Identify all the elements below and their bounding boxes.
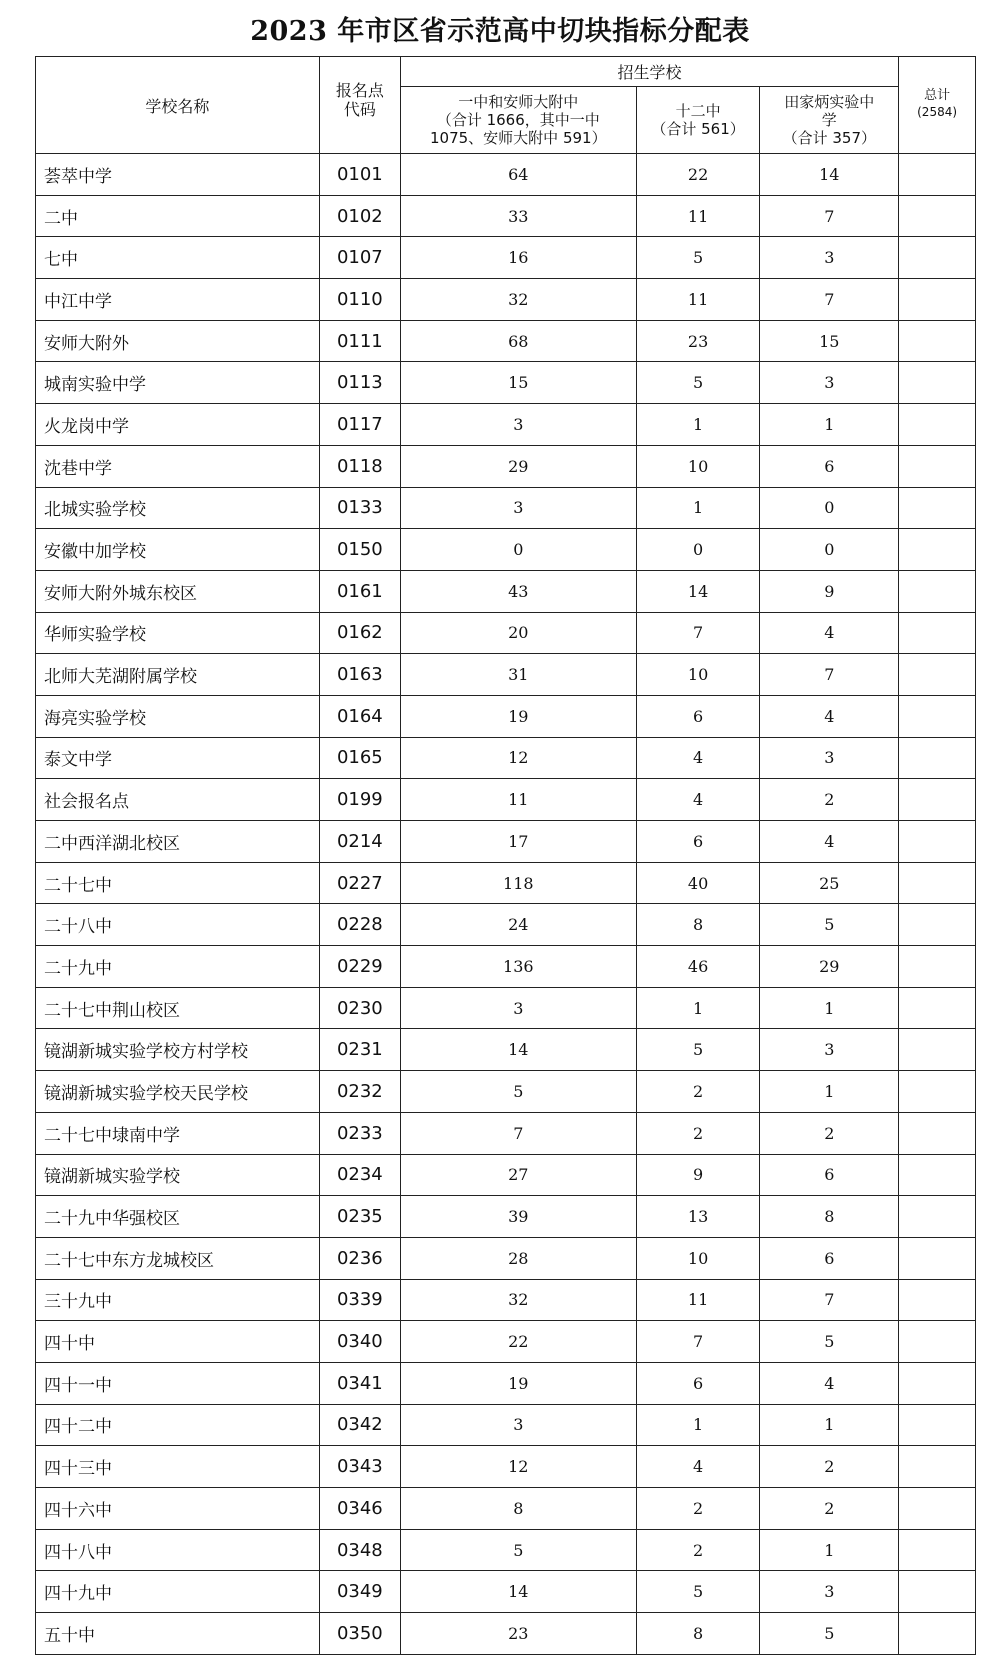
school-name-cell: 泰文中学	[36, 737, 320, 779]
tianjiabing-quota-cell: 3	[760, 1571, 899, 1613]
school-name-cell: 二十七中东方龙城校区	[36, 1237, 320, 1279]
yizhong-quota-cell: 3	[400, 404, 636, 446]
shierzhong-quota-cell: 14	[636, 570, 760, 612]
shierzhong-quota-cell: 40	[636, 862, 760, 904]
tianjiabing-quota-cell: 9	[760, 570, 899, 612]
header-total-label: 总计	[924, 88, 951, 103]
shierzhong-quota-cell: 13	[636, 1196, 760, 1238]
table-row	[36, 1529, 976, 1571]
table-row	[36, 154, 976, 196]
school-name-cell: 镜湖新城实验学校方村学校	[36, 1029, 320, 1071]
total-cell	[899, 1613, 976, 1655]
header-school-name: 学校名称	[36, 57, 320, 154]
school-name-cell: 三十九中	[36, 1279, 320, 1321]
shierzhong-quota-cell: 6	[636, 821, 760, 863]
tianjiabing-quota-cell: 4	[760, 612, 899, 654]
tianjiabing-quota-cell: 1	[760, 404, 899, 446]
code-cell: 0117	[319, 404, 400, 446]
school-name-cell: 安徽中加学校	[36, 529, 320, 571]
tianjiabing-quota-cell: 1	[760, 1071, 899, 1113]
code-cell: 0339	[319, 1279, 400, 1321]
tianjiabing-quota-cell: 2	[760, 1446, 899, 1488]
table-row	[36, 1237, 976, 1279]
shierzhong-quota-cell: 8	[636, 904, 760, 946]
shierzhong-quota-cell: 2	[636, 1071, 760, 1113]
shierzhong-quota-cell: 1	[636, 1404, 760, 1446]
table-row	[36, 695, 976, 737]
tianjiabing-quota-cell: 3	[760, 362, 899, 404]
total-cell	[899, 529, 976, 571]
table-row	[36, 1321, 976, 1363]
school-name-cell: 二十九中华强校区	[36, 1196, 320, 1238]
code-cell: 0346	[319, 1488, 400, 1530]
school-name-cell: 沈巷中学	[36, 445, 320, 487]
yizhong-quota-cell: 32	[400, 279, 636, 321]
table-row	[36, 1279, 976, 1321]
total-cell	[899, 1488, 976, 1530]
code-cell: 0232	[319, 1071, 400, 1113]
yizhong-quota-cell: 39	[400, 1196, 636, 1238]
code-cell: 0164	[319, 695, 400, 737]
school-name-cell: 四十三中	[36, 1446, 320, 1488]
tianjiabing-quota-cell: 1	[760, 1529, 899, 1571]
code-cell: 0110	[319, 279, 400, 321]
yizhong-quota-cell: 19	[400, 695, 636, 737]
total-cell	[899, 487, 976, 529]
yizhong-quota-cell: 16	[400, 237, 636, 279]
yizhong-quota-cell: 7	[400, 1112, 636, 1154]
shierzhong-quota-cell: 10	[636, 1237, 760, 1279]
yizhong-quota-cell: 24	[400, 904, 636, 946]
school-name-cell: 城南实验中学	[36, 362, 320, 404]
code-cell: 0349	[319, 1571, 400, 1613]
shierzhong-quota-cell: 2	[636, 1112, 760, 1154]
table-row	[36, 612, 976, 654]
tianjiabing-quota-cell: 4	[760, 1362, 899, 1404]
shierzhong-quota-cell: 8	[636, 1613, 760, 1655]
school-name-cell: 北城实验学校	[36, 487, 320, 529]
table-row	[36, 237, 976, 279]
yizhong-quota-cell: 20	[400, 612, 636, 654]
total-cell	[899, 154, 976, 196]
table-body	[36, 154, 976, 1655]
shierzhong-quota-cell: 7	[636, 612, 760, 654]
yizhong-quota-cell: 64	[400, 154, 636, 196]
yizhong-quota-cell: 11	[400, 779, 636, 821]
yizhong-quota-cell: 3	[400, 487, 636, 529]
code-cell: 0236	[319, 1237, 400, 1279]
code-cell: 0343	[319, 1446, 400, 1488]
tianjiabing-quota-cell: 5	[760, 1613, 899, 1655]
header-col-tianjiabing: 田家炳实验中 学 （合计 357）	[760, 87, 899, 154]
shierzhong-quota-cell: 23	[636, 320, 760, 362]
shierzhong-quota-cell: 22	[636, 154, 760, 196]
shierzhong-quota-cell: 0	[636, 529, 760, 571]
tianjiabing-quota-cell: 29	[760, 946, 899, 988]
school-name-cell: 四十九中	[36, 1571, 320, 1613]
tianjiabing-quota-cell: 14	[760, 154, 899, 196]
tianjiabing-quota-cell: 0	[760, 529, 899, 571]
table-row	[36, 779, 976, 821]
tianjiabing-quota-cell: 6	[760, 1237, 899, 1279]
table-row	[36, 1196, 976, 1238]
yizhong-quota-cell: 31	[400, 654, 636, 696]
yizhong-quota-cell: 136	[400, 946, 636, 988]
code-cell: 0165	[319, 737, 400, 779]
code-cell: 0350	[319, 1613, 400, 1655]
yizhong-quota-cell: 68	[400, 320, 636, 362]
code-cell: 0161	[319, 570, 400, 612]
total-cell	[899, 1112, 976, 1154]
total-cell	[899, 654, 976, 696]
total-cell	[899, 1404, 976, 1446]
tianjiabing-quota-cell: 7	[760, 279, 899, 321]
code-cell: 0199	[319, 779, 400, 821]
yizhong-quota-cell: 5	[400, 1071, 636, 1113]
shierzhong-quota-cell: 4	[636, 737, 760, 779]
tianjiabing-quota-cell: 25	[760, 862, 899, 904]
yizhong-quota-cell: 118	[400, 862, 636, 904]
total-cell	[899, 1362, 976, 1404]
total-cell	[899, 946, 976, 988]
tianjiabing-quota-cell: 7	[760, 1279, 899, 1321]
yizhong-quota-cell: 22	[400, 1321, 636, 1363]
header-code: 报名点 代码	[319, 57, 400, 154]
yizhong-quota-cell: 23	[400, 1613, 636, 1655]
table-row	[36, 654, 976, 696]
tianjiabing-quota-cell: 8	[760, 1196, 899, 1238]
school-name-cell: 四十一中	[36, 1362, 320, 1404]
table-row	[36, 1362, 976, 1404]
total-cell	[899, 737, 976, 779]
code-cell: 0229	[319, 946, 400, 988]
yizhong-quota-cell: 28	[400, 1237, 636, 1279]
header-enrolling-schools: 招生学校	[400, 57, 898, 87]
table-row	[36, 1571, 976, 1613]
code-cell: 0111	[319, 320, 400, 362]
total-cell	[899, 237, 976, 279]
school-name-cell: 二十九中	[36, 946, 320, 988]
yizhong-quota-cell: 12	[400, 1446, 636, 1488]
table-row	[36, 737, 976, 779]
code-cell: 0348	[319, 1529, 400, 1571]
total-cell	[899, 445, 976, 487]
shierzhong-quota-cell: 11	[636, 279, 760, 321]
code-cell: 0340	[319, 1321, 400, 1363]
table-row	[36, 904, 976, 946]
total-cell	[899, 1571, 976, 1613]
tianjiabing-quota-cell: 7	[760, 195, 899, 237]
code-cell: 0113	[319, 362, 400, 404]
code-cell: 0228	[319, 904, 400, 946]
shierzhong-quota-cell: 11	[636, 1279, 760, 1321]
shierzhong-quota-cell: 1	[636, 987, 760, 1029]
tianjiabing-quota-cell: 1	[760, 987, 899, 1029]
header-col-yizhong: 一中和安师大附中 （合计 1666，其中一中 1075、安师大附中 591）	[400, 87, 636, 154]
total-cell	[899, 1071, 976, 1113]
shierzhong-quota-cell: 5	[636, 362, 760, 404]
code-cell: 0235	[319, 1196, 400, 1238]
tianjiabing-quota-cell: 3	[760, 737, 899, 779]
school-name-cell: 中江中学	[36, 279, 320, 321]
school-name-cell: 火龙岗中学	[36, 404, 320, 446]
header-total	[899, 57, 976, 154]
total-cell	[899, 612, 976, 654]
yizhong-quota-cell: 12	[400, 737, 636, 779]
school-name-cell: 社会报名点	[36, 779, 320, 821]
tianjiabing-quota-cell: 3	[760, 237, 899, 279]
school-name-cell: 安师大附外城东校区	[36, 570, 320, 612]
shierzhong-quota-cell: 5	[636, 1571, 760, 1613]
school-name-cell: 二十八中	[36, 904, 320, 946]
school-name-cell: 镜湖新城实验学校天民学校	[36, 1071, 320, 1113]
school-name-cell: 华师实验学校	[36, 612, 320, 654]
page-title: 2023 年市区省示范高中切块指标分配表	[250, 16, 750, 47]
table-row	[36, 570, 976, 612]
total-cell	[899, 404, 976, 446]
table-row	[36, 1154, 976, 1196]
shierzhong-quota-cell: 9	[636, 1154, 760, 1196]
code-cell: 0233	[319, 1112, 400, 1154]
school-name-cell: 四十八中	[36, 1529, 320, 1571]
table-row	[36, 445, 976, 487]
code-cell: 0342	[319, 1404, 400, 1446]
tianjiabing-quota-cell: 6	[760, 445, 899, 487]
total-cell	[899, 695, 976, 737]
total-cell	[899, 279, 976, 321]
shierzhong-quota-cell: 10	[636, 445, 760, 487]
code-cell: 0102	[319, 195, 400, 237]
total-cell	[899, 362, 976, 404]
code-cell: 0162	[319, 612, 400, 654]
yizhong-quota-cell: 0	[400, 529, 636, 571]
school-name-cell: 五十中	[36, 1613, 320, 1655]
total-cell	[899, 1237, 976, 1279]
code-cell: 0133	[319, 487, 400, 529]
yizhong-quota-cell: 3	[400, 987, 636, 1029]
table-row	[36, 987, 976, 1029]
code-cell: 0234	[319, 1154, 400, 1196]
yizhong-quota-cell: 27	[400, 1154, 636, 1196]
shierzhong-quota-cell: 4	[636, 779, 760, 821]
table-row	[36, 487, 976, 529]
code-cell: 0231	[319, 1029, 400, 1071]
total-cell	[899, 1321, 976, 1363]
code-cell: 0341	[319, 1362, 400, 1404]
total-cell	[899, 1154, 976, 1196]
tianjiabing-quota-cell: 3	[760, 1029, 899, 1071]
tianjiabing-quota-cell: 4	[760, 821, 899, 863]
tianjiabing-quota-cell: 6	[760, 1154, 899, 1196]
tianjiabing-quota-cell: 2	[760, 1488, 899, 1530]
yizhong-quota-cell: 32	[400, 1279, 636, 1321]
code-cell: 0150	[319, 529, 400, 571]
table-row	[36, 362, 976, 404]
shierzhong-quota-cell: 2	[636, 1488, 760, 1530]
tianjiabing-quota-cell: 5	[760, 1321, 899, 1363]
total-cell	[899, 1029, 976, 1071]
school-name-cell: 二十七中埭南中学	[36, 1112, 320, 1154]
code-cell: 0214	[319, 821, 400, 863]
yizhong-quota-cell: 29	[400, 445, 636, 487]
school-name-cell: 二十七中	[36, 862, 320, 904]
total-cell	[899, 1529, 976, 1571]
shierzhong-quota-cell: 4	[636, 1446, 760, 1488]
shierzhong-quota-cell: 6	[636, 695, 760, 737]
code-cell: 0118	[319, 445, 400, 487]
total-cell	[899, 320, 976, 362]
yizhong-quota-cell: 8	[400, 1488, 636, 1530]
code-cell: 0227	[319, 862, 400, 904]
table-row	[36, 1112, 976, 1154]
school-name-cell: 海亮实验学校	[36, 695, 320, 737]
total-cell	[899, 195, 976, 237]
header-col-shierzhong: 十二中 （合计 561）	[636, 87, 760, 154]
shierzhong-quota-cell: 7	[636, 1321, 760, 1363]
total-cell	[899, 987, 976, 1029]
yizhong-quota-cell: 15	[400, 362, 636, 404]
table-row	[36, 946, 976, 988]
table-row	[36, 195, 976, 237]
total-cell	[899, 1279, 976, 1321]
shierzhong-quota-cell: 1	[636, 404, 760, 446]
table-row	[36, 404, 976, 446]
header-total-sum: (2584)	[917, 105, 958, 119]
total-cell	[899, 779, 976, 821]
school-name-cell: 二中西洋湖北校区	[36, 821, 320, 863]
tianjiabing-quota-cell: 7	[760, 654, 899, 696]
school-name-cell: 二十七中荆山校区	[36, 987, 320, 1029]
school-name-cell: 七中	[36, 237, 320, 279]
total-cell	[899, 821, 976, 863]
table-row	[36, 1446, 976, 1488]
school-name-cell: 镜湖新城实验学校	[36, 1154, 320, 1196]
shierzhong-quota-cell: 11	[636, 195, 760, 237]
shierzhong-quota-cell: 46	[636, 946, 760, 988]
yizhong-quota-cell: 14	[400, 1029, 636, 1071]
tianjiabing-quota-cell: 2	[760, 779, 899, 821]
total-cell	[899, 570, 976, 612]
code-cell: 0107	[319, 237, 400, 279]
tianjiabing-quota-cell: 2	[760, 1112, 899, 1154]
table-row	[36, 862, 976, 904]
school-name-cell: 北师大芜湖附属学校	[36, 654, 320, 696]
code-cell: 0163	[319, 654, 400, 696]
school-name-cell: 荟萃中学	[36, 154, 320, 196]
table-row	[36, 279, 976, 321]
school-name-cell: 四十中	[36, 1321, 320, 1363]
school-name-cell: 二中	[36, 195, 320, 237]
code-cell: 0230	[319, 987, 400, 1029]
code-cell: 0101	[319, 154, 400, 196]
table-row	[36, 1488, 976, 1530]
table-row	[36, 821, 976, 863]
table-row	[36, 529, 976, 571]
tianjiabing-quota-cell: 4	[760, 695, 899, 737]
shierzhong-quota-cell: 5	[636, 237, 760, 279]
table-row	[36, 1613, 976, 1655]
shierzhong-quota-cell: 5	[636, 1029, 760, 1071]
tianjiabing-quota-cell: 15	[760, 320, 899, 362]
total-cell	[899, 1196, 976, 1238]
yizhong-quota-cell: 33	[400, 195, 636, 237]
school-name-cell: 四十二中	[36, 1404, 320, 1446]
allocation-table	[35, 56, 976, 1655]
total-cell	[899, 904, 976, 946]
shierzhong-quota-cell: 1	[636, 487, 760, 529]
school-name-cell: 四十六中	[36, 1488, 320, 1530]
shierzhong-quota-cell: 2	[636, 1529, 760, 1571]
total-cell	[899, 1446, 976, 1488]
yizhong-quota-cell: 43	[400, 570, 636, 612]
table-row	[36, 1404, 976, 1446]
yizhong-quota-cell: 19	[400, 1362, 636, 1404]
tianjiabing-quota-cell: 0	[760, 487, 899, 529]
table-row	[36, 1071, 976, 1113]
shierzhong-quota-cell: 10	[636, 654, 760, 696]
tianjiabing-quota-cell: 5	[760, 904, 899, 946]
yizhong-quota-cell: 5	[400, 1529, 636, 1571]
tianjiabing-quota-cell: 1	[760, 1404, 899, 1446]
table-row	[36, 1029, 976, 1071]
school-name-cell: 安师大附外	[36, 320, 320, 362]
yizhong-quota-cell: 14	[400, 1571, 636, 1613]
total-cell	[899, 862, 976, 904]
shierzhong-quota-cell: 6	[636, 1362, 760, 1404]
yizhong-quota-cell: 17	[400, 821, 636, 863]
yizhong-quota-cell: 3	[400, 1404, 636, 1446]
table-row	[36, 320, 976, 362]
